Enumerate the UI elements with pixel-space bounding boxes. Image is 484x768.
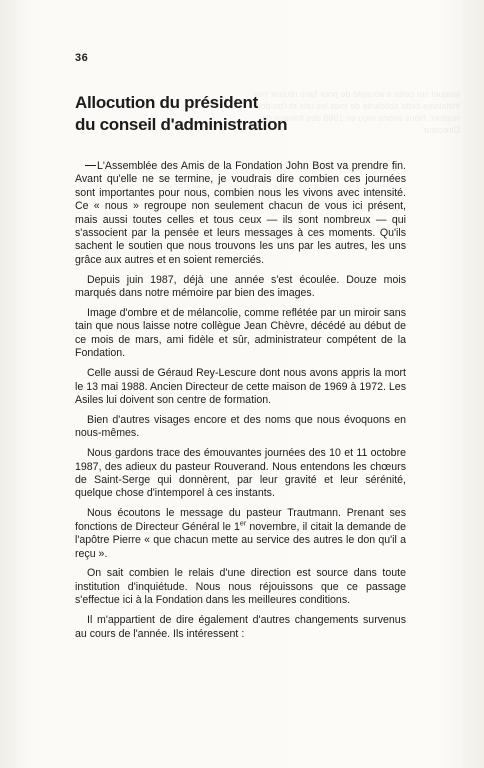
- page-number: 36: [75, 52, 89, 64]
- title-line-1: Allocution du président: [75, 93, 258, 112]
- paragraph-7: [75, 507, 406, 561]
- paragraph-3: Image d'ombre et de mélancolie, comme reflétée par un miroir sans tain que nous laisse notre collègue Jean Chèvre, décédé au début de ce mois de mars, ami fidèle et sûr, administrateur compétent de la Fondation.: [75, 307, 406, 360]
- lead-dash-mark: [85, 165, 96, 166]
- paragraph-1: [75, 160, 406, 267]
- paragraph-4: Celle aussi de Géraud Rey-Lescure dont nous avons appris la mort le 13 mai 1988. Ancien Directeur de cette maison de 1969 à 1972. Les Asiles lui doivent son centre de formation.: [75, 367, 406, 406]
- paragraph-6: Nous gardons trace des émouvantes journées des 10 et 11 octobre 1987, des adieux du pasteur Rouverand. Nous entendons les chœurs de Saint-Serge qui donnèrent, par leur gravité et leur sérénité, quelque chose d'intemporel à ces instants.: [75, 447, 406, 500]
- article-body: [75, 160, 406, 648]
- paragraph-2: Depuis juin 1987, déjà une année s'est écoulée. Douze mois marqués dans notre mémoire par bien des images.: [75, 273, 406, 300]
- paragraph-7-after: novembre, il citait la demande de l'apôtre Pierre « que chacun mette au service des autres le don qu'il a reçu ».: [75, 520, 407, 560]
- paragraph-7-superscript: er: [239, 520, 247, 528]
- page-title: [75, 92, 405, 136]
- paragraph-5: Bien d'autres visages encore et des noms que nous évoquons en nous-mêmes.: [75, 413, 406, 440]
- paragraph-8: On sait combien le relais d'une direction est source dans toute institution d'inquiétude. Nous nous réjouissons que ce passage s'effectue ici à la Fondation dans les meilleures conditions.: [75, 567, 406, 607]
- title-line-2: du conseil d'administration: [75, 115, 288, 134]
- reverse-side-show-through: lesquel sur cette a accepté de pour faire réussir nos initiatives cette solidarité de tous les uns et l'on doit réaliser. Nous avons reçu en 1988 des travaux de Directeur: [253, 89, 460, 135]
- paragraph-1-text: L'Assemblée des Amis de la Fondation John Bost va prendre fin. Avant qu'elle ne se termine, je voudrais dire combien ces journées sont importantes pour nous, combien nous les vivons avec intensité. Ce « nous » regroupe non seulement chacun de vous ici présent, mais aussi toutes celles et tous ceux — ils sont nombreux — qui s'associent par la pensée et leurs messages à ces moments. Qu'ils sachent le soutien que nous trouvons les uns par les autres, les uns grâce aux autres et en soient remerciés.: [75, 160, 406, 266]
- paragraph-7-before: Nous écoutons le message du pasteur Trautmann. Prenant ses fonctions de Directeur Général le 1: [75, 507, 406, 533]
- paragraph-9: Il m'appartient de dire également d'autres changements survenus au cours de l'année. Ils intéressent :: [75, 614, 406, 640]
